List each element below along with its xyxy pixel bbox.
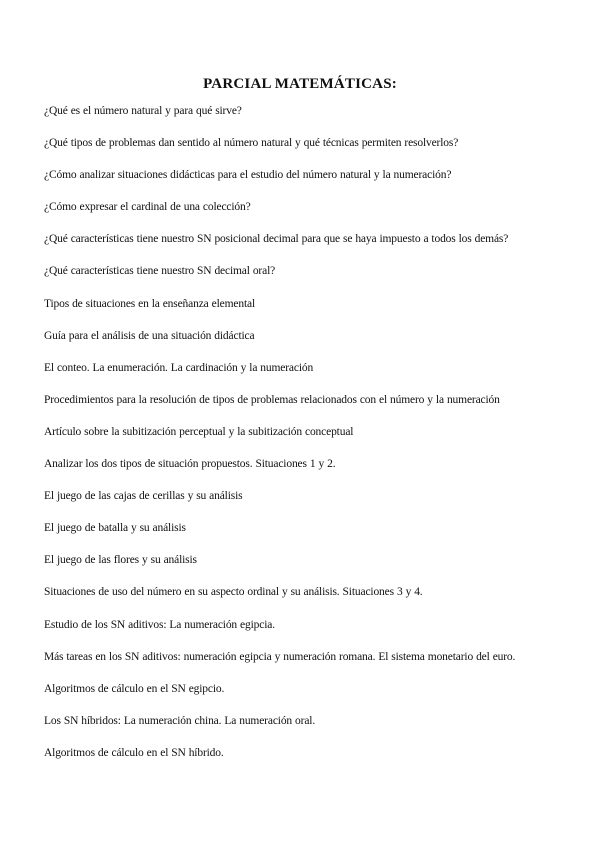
topic-item: ¿Qué es el número natural y para qué sirve? [44,105,242,117]
topic-item: ¿Qué características tiene nuestro SN posicional decimal para que se haya impuesto a todos los demás? [44,233,509,246]
topic-item: ¿Cómo analizar situaciones didácticas para el estudio del número natural y la numeración? [44,169,452,182]
topic-item: Artículo sobre la subitización perceptual y la subitización conceptual [44,425,354,438]
topic-item: El juego de las flores y su análisis [44,554,197,567]
topic-item: ¿Qué características tiene nuestro SN decimal oral? [44,265,276,278]
topic-item: ¿Qué tipos de problemas dan sentido al número natural y qué técnicas permiten resolverlos? [44,137,459,150]
topic-item: Estudio de los SN aditivos: La numeración egipcia. [44,618,275,631]
topic-item: Procedimientos para la resolución de tipos de problemas relacionados con el número y la numeración [44,393,500,406]
topic-item: El juego de las cajas de cerillas y su análisis [44,490,243,503]
topic-item: Analizar los dos tipos de situación propuestos. Situaciones 1 y 2. [44,458,336,471]
topic-item: El conteo. La enumeración. La cardinación y la numeración [44,361,314,374]
topic-item: Más tareas en los SN aditivos: numeración egipcia y numeración romana. El sistema monetario del euro. [44,650,516,663]
topic-item: Algoritmos de cálculo en el SN egipcio. [44,682,225,695]
topic-list [44,103,574,777]
topic-item: El juego de batalla y su análisis [44,522,186,535]
topic-item: ¿Cómo expresar el cardinal de una colección? [44,201,251,214]
topic-item: Los SN híbridos: La numeración china. La numeración oral. [44,714,316,727]
topic-item: Guía para el análisis de una situación didáctica [44,329,255,342]
topic-item: Algoritmos de cálculo en el SN híbrido. [44,746,224,759]
topic-item: Situaciones de uso del número en su aspecto ordinal y su análisis. Situaciones 3 y 4. [44,586,423,599]
topic-item: Tipos de situaciones en la enseñanza elemental [44,297,255,310]
document-title: PARCIAL MATEMÁTICAS: [203,76,397,92]
